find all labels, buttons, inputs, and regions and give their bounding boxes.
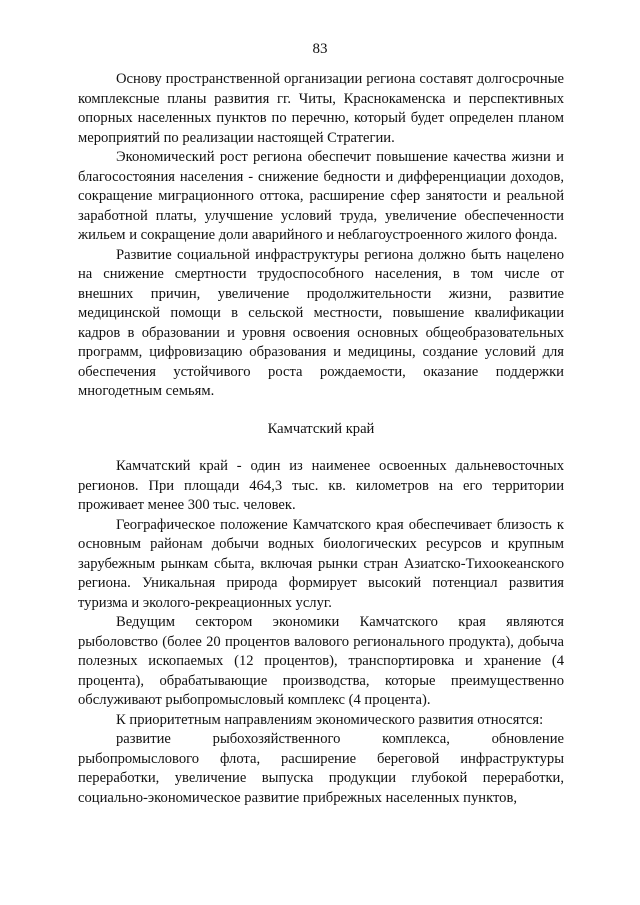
paragraph-kamchatka-overview: Камчатский край - один из наименее освоенных дальневосточных регионов. При площади 464,3 тыс. кв. километров на его территории проживает менее 300 тыс. человек. bbox=[78, 458, 564, 513]
paragraph-priority-directions-intro: К приоритетным направлениям экономического развития относятся: bbox=[116, 711, 544, 728]
paragraph-social-infrastructure: Развитие социальной инфраструктуры региона должно быть нацелено на снижение смертности трудоспособного населения, в том числе от внешних причин, увеличение продолжительности жизни, развитие медицинской помощи в сельской местности, повышение квалификации кадров в образовании и уровня освоения основных общеобразовательных программ, цифровизацию образования и медицины, создание условий для обеспечения устойчивого роста рождаемости, оказание поддержки многодетным семьям. bbox=[78, 246, 564, 399]
paragraph-geographic-position: Географическое положение Камчатского края обеспечивает близость к основным районам добычи водных биологических ресурсов и крупным зарубежным рынкам сбыта, включая рынки стран Азиатско-Тихоокеанского региона. Уникальная природа формирует высокий потенциал развития туризма и эколого-рекреационных услуг. bbox=[78, 516, 564, 611]
paragraph-spatial-organization: Основу пространственной организации региона составят долгосрочные комплексные планы развития гг. Читы, Краснокаменска и перспективных опорных населенных пунктов по перечню, который будет определен планом мероприятий по реализации настоящей Стратегии. bbox=[78, 71, 564, 146]
page-number: 83 bbox=[312, 41, 328, 57]
paragraph-economic-growth: Экономический рост региона обеспечит повышение качества жизни и благосостояния населения - снижение бедности и дифференциации доходов, сокращение миграционного оттока, расширение сфер занятости и реальной заработной платы, улучшение условий труда, увеличение обеспеченности жильем и сокращение доли аварийного и неблагоустроенного жилого фонда. bbox=[78, 149, 564, 243]
paragraph-fishery-development: развитие рыбохозяйственного комплекса, обновление рыбопромыслового флота, расширение береговой инфраструктуры переработки, увеличение выпуска продукции глубокой переработки, социально-экономическое развитие прибрежных населенных пунктов, bbox=[78, 731, 564, 806]
document-body bbox=[78, 70, 564, 808]
section-heading-kamchatka: Камчатский край bbox=[267, 420, 375, 437]
paragraph-leading-sector: Ведущим сектором экономики Камчатского края являются рыболовство (более 20 процентов валового регионального продукта), добыча полезных ископаемых (12 процентов), транспортировка и хранение (4 процента), обрабатывающие производства, которые преимущественно обслуживают рыбопромысловый комплекс (4 процента). bbox=[78, 614, 564, 708]
